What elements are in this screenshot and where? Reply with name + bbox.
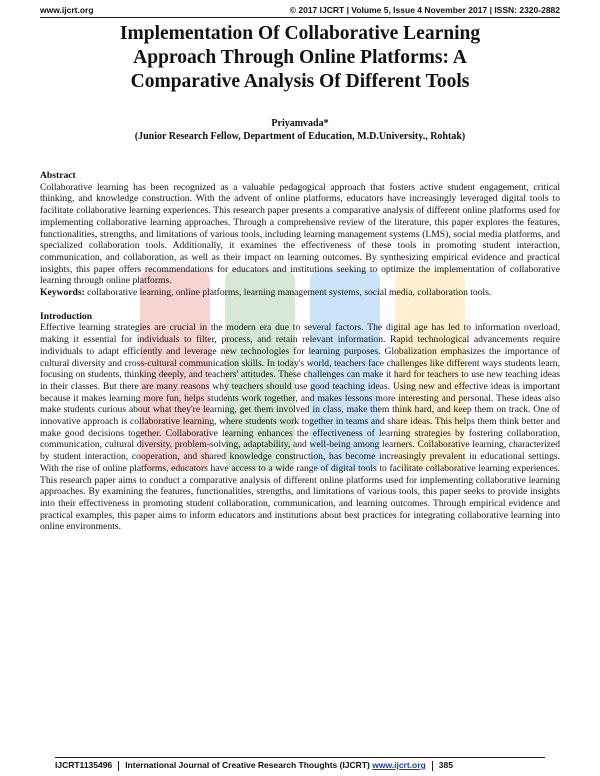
keywords-line (40, 287, 560, 299)
header-rule (40, 17, 560, 18)
title-line-3: Comparative Analysis Of Different Tools (130, 71, 470, 92)
keywords-text: collaborative learning, online platforms, learning management systems, social media, collaboration tools. (84, 287, 492, 299)
footer-paper-id: IJCRT1135496 (55, 760, 113, 770)
introduction-text: Effective learning strategies are crucial in the modern era due to several factors. The digital age has led to information overload, making it essential for individuals to filter, process, and retain relevant information. Rapid technological advancements require individuals to adapt efficiently and leverage new technologies for learning purposes. Globalization emphasizes the importance of cultural diversity and cross-cultural communication skills. In today's world, teachers face challenges like different ways students learn, focusing on students, thinking deeply, and teachers' attitudes. These challenges can make it hard for teachers to use new teaching ideas in their classes. But there are many reasons why teachers should use good teaching ideas. Using new and effective ideas is important because it makes learning more fun, helps students work together, and makes lessons more interesting and personal. These ideas also make students curious about what they're learning, get them involved in class, make them think hard, and keep them on track. One of innovative approach is collaborative learning, where students work together in teams and share ideas. This helps them think better and make good decisions together. Collaborative learning enhances the effectiveness of learning strategies by fostering collaboration, communication, cultural diversity, problem-solving, adaptability, and well-being among learners. Collaborative learning, characterized by student interaction, cooperation, and shared knowledge construction, has become increasingly prevalent in educational settings. With the rise of online platforms, educators have access to a wide range of digital tools to facilitate collaborative learning experiences. This research paper aims to conduct a comparative analysis of different online platforms used for implementing collaborative learning approaches. By examining the features, functionalities, strengths, and limitations of various tools, this paper seeks to provide insights into their effectiveness in promoting student collaboration, communication, and learning outcomes. Through empirical evidence and practical examples, this paper aims to inform educators and institutions about best practices for integrating collaborative learning into online environments. (40, 322, 560, 533)
introduction-heading: Introduction (40, 310, 93, 322)
header-journal-info: © 2017 IJCRT | Volume 5, Issue 4 November 2017 | ISSN: 2320-2882 (289, 5, 560, 15)
footer-page-number: 385 (438, 760, 453, 770)
running-header (40, 5, 560, 17)
abstract-heading: Abstract (40, 170, 76, 181)
running-footer (55, 760, 545, 771)
author-name: Priyamvada* (271, 118, 329, 129)
footer-journal-name: International Journal of Creative Research Thoughts (IJCRT) (125, 760, 370, 770)
author-affiliation: (Junior Research Fellow, Department of Education, M.D.University., Rohtak) (134, 131, 466, 142)
footer-rule (55, 757, 545, 758)
paper-body (40, 170, 560, 533)
abstract-text: Collaborative learning has been recognized as a valuable pedagogical approach that fosters active student engagement, critical thinking, and knowledge construction. With the advent of online platforms, educators have increasingly leveraged digital tools to facilitate collaborative learning experiences. This research paper presents a comparative analysis of different online platforms used for implementing collaborative learning approaches. Through a comprehensive review of the literature, this paper explores the features, functionalities, strengths, and limitations of various tools, including learning management systems (LMS), social media platforms, and specialized collaboration tools. Additionally, it examines the effectiveness of these tools in promoting student interaction, communication, and collaboration, as well as their impact on learning outcomes. By synthesizing empirical evidence and practical insights, this paper offers recommendations for educators and institutions seeking to optimize the implementation of collaborative learning through online platforms. (40, 181, 560, 287)
header-site-link[interactable]: www.ijcrt.org (40, 5, 94, 15)
footer-site-link[interactable]: www.ijcrt.org (372, 760, 426, 770)
title-line-2: Approach Through Online Platforms: A (133, 47, 467, 68)
keywords-label: Keywords: (40, 287, 85, 299)
title-line-1: Implementation Of Collaborative Learning (119, 23, 481, 44)
paper-title (40, 22, 560, 94)
